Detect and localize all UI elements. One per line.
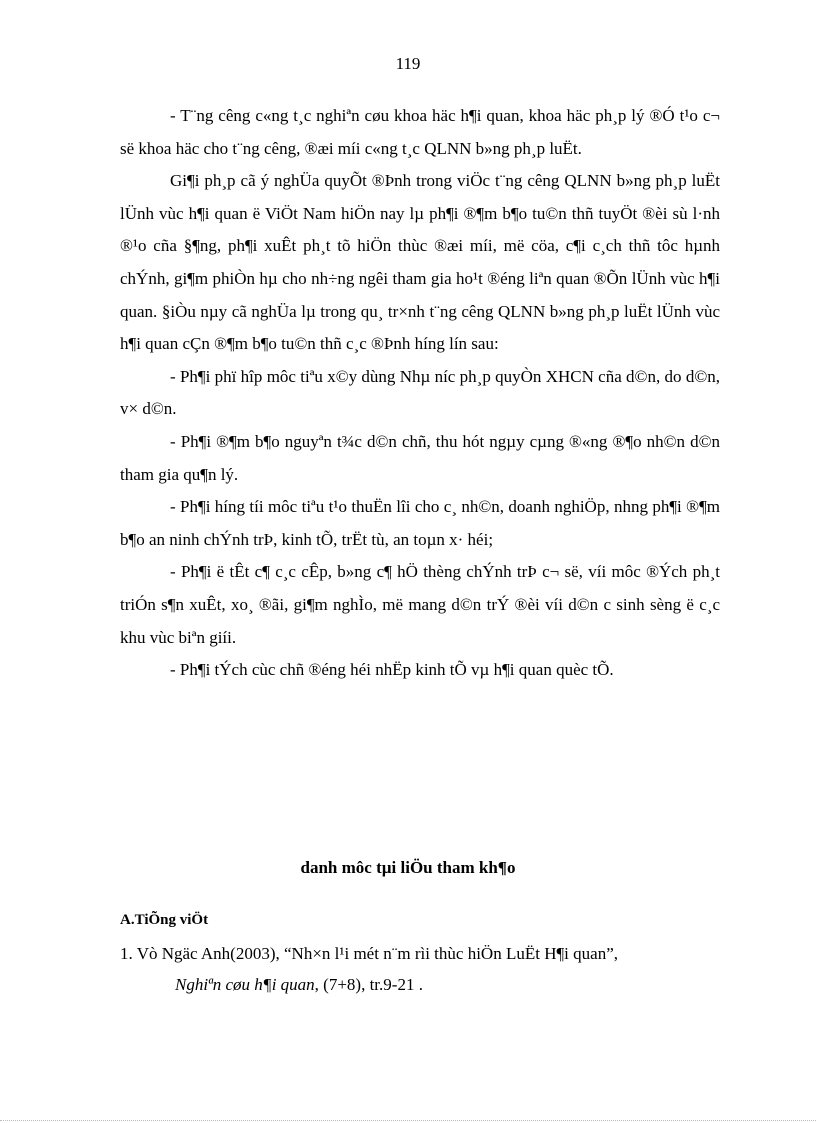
paragraph: - Ph¶i ®¶m b¶o nguyªn t¾c d©n chñ, thu hót ngµy cµng ®«ng ®¶o nh©n d©n tham gia qu¶n lý. [120, 431, 720, 484]
references-title: danh môc tµi liÖu tham kh¶o [300, 858, 516, 877]
paragraph: - Ph¶i phï hîp môc tiªu x©y dùng Nhµ níc ph¸p quyÒn XHCN cña d©n, do d©n, v× d©n. [120, 366, 720, 419]
reference-journal: Nghiªn cøu h¶i quan [175, 975, 315, 994]
paragraph: - Ph¶i ë tÊt c¶ c¸c cÊp, b»ng c¶ hÖ thèng chÝnh trÞ c¬ së, víi môc ®Ých ph¸t triÓn s¶n xuÊt, xo¸ ®ãi, gi¶m nghÌo, më mang d©n trÝ ®èi víi d©n c sinh sèng ë c¸c khu vùc biªn giíi. [120, 562, 720, 647]
paragraph: - Ph¶i tÝch cùc chñ ®éng héi nhËp kinh tÕ vµ h¶i quan quèc tÕ. [170, 660, 614, 680]
reference-lead: 1. Vò Ngäc Anh(2003), “Nh×n l¹i mét n¨m rìi thùc hiÖn LuËt H¶i quan”, [120, 944, 618, 963]
paragraph: Gi¶i ph¸p cã ý nghÜa quyÕt ®Þnh trong viÖc t¨ng cêng QLNN b»ng ph¸p luËt lÜnh vùc h¶i quan ë ViÖt Nam hiÖn nay lµ ph¶i ®¶m b¶o tu©n thñ tuyÖt ®èi sù l·nh ®¹o cña §¶ng, ph¶i xuÊt ph¸t tõ hiÖn thùc ®æi míi, më cöa, c¶i c¸ch thñ tôc hµnh chÝnh, gi¶m phiÒn hµ cho nh÷ng ngêi tham gia ho¹t ®éng liªn quan ®Õn lÜnh vùc h¶i quan. §iÒu nµy cã nghÜa lµ trong qu¸ tr×nh t¨ng cêng QLNN b»ng ph¸p luËt lÜnh vùc h¶i quan cÇn ®¶m b¶o tu©n thñ c¸c ®Þnh híng lín sau: [120, 171, 720, 354]
paragraph: - Ph¶i híng tíi môc tiªu t¹o thuËn lîi cho c¸ nh©n, doanh nghiÖp, nhng ph¶i ®¶m b¶o an ninh chÝnh trÞ, kinh tÕ, trËt tù, an toµn x· héi; [120, 497, 720, 549]
references-section-label: A.TiÕng viÖt [120, 912, 209, 928]
paragraph: - T¨ng cêng c«ng t¸c nghiªn cøu khoa häc h¶i quan, khoa häc ph¸p lý ®Ó t¹o c¬ së khoa häc cho t¨ng cêng, ®æi míi c«ng t¸c QLNN b»ng ph¸p luËt. [120, 106, 720, 158]
body-text [120, 100, 720, 687]
reference-source [120, 969, 720, 1000]
page-number: 119 [395, 54, 421, 73]
reference-tail: , (7+8), tr.9-21 . [314, 975, 423, 994]
reference-item [120, 938, 720, 1000]
page-bottom-rule [0, 1120, 816, 1121]
